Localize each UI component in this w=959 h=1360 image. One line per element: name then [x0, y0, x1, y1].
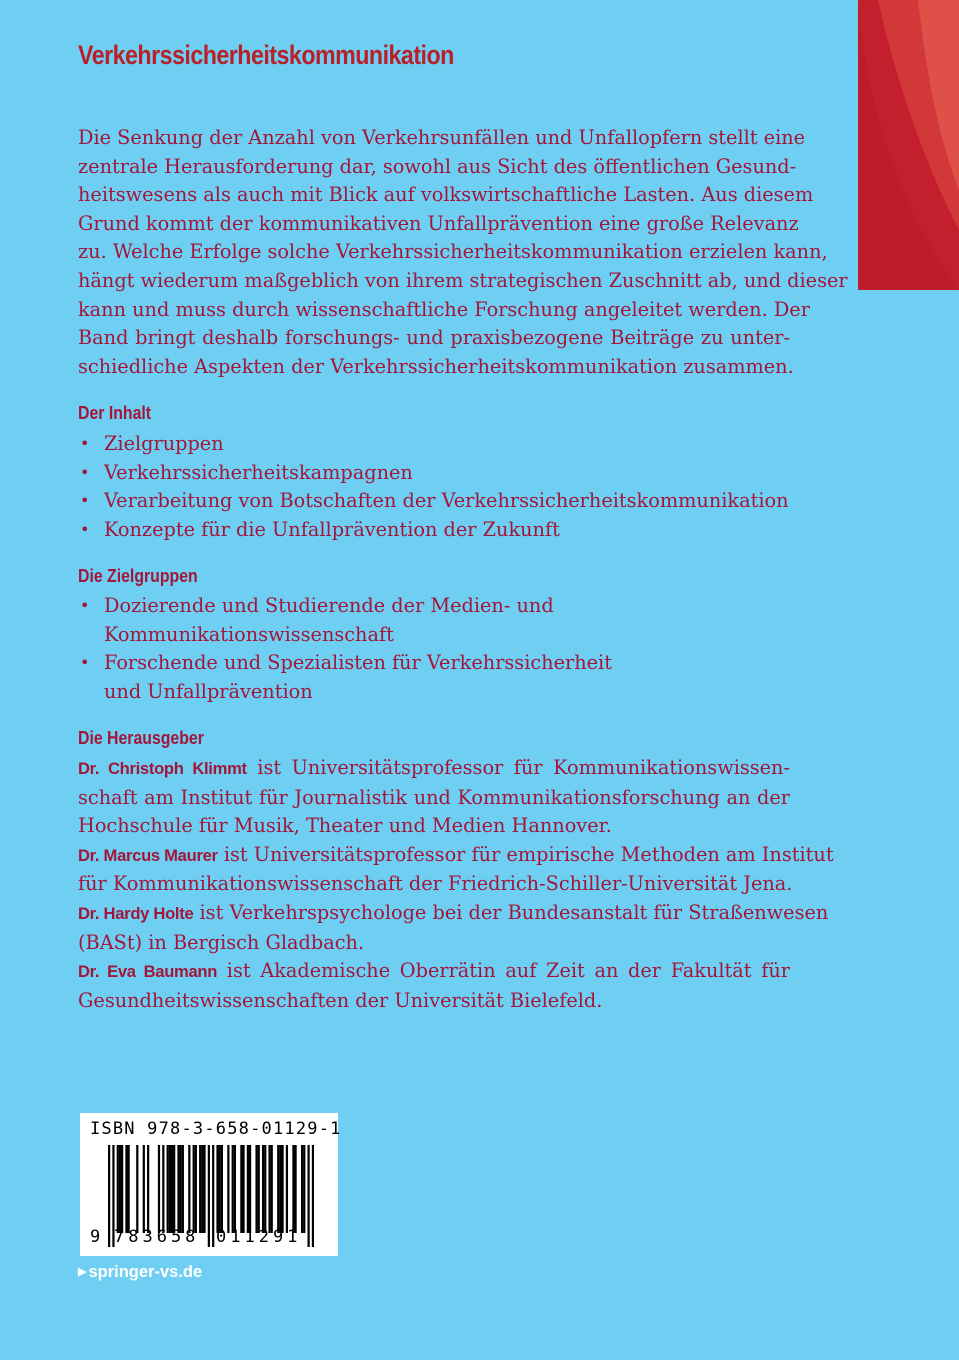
list-item: • Konzepte für die Unfallprävention der Zukunft: [78, 516, 798, 545]
list-item: • Verkehrssicherheitskampagnen: [78, 459, 798, 488]
barcode-bar: [242, 1145, 244, 1233]
barcode-bar: [128, 1145, 130, 1233]
barcode-bar: [108, 1145, 110, 1247]
barcode-bar: [286, 1145, 288, 1233]
barcode-bar: [119, 1145, 121, 1233]
editor-entry: Dr. Marcus Maurer ist Universitätsprofessor für empirische Methoden am Institut für Kommunikationswissenschaft der Friedrich-Schiller-Universität Jena.: [78, 842, 834, 896]
intro-line: heitswesens als auch mit Blick auf volkswirtschaftliche Lasten. Aus diesem: [78, 183, 814, 207]
barcode-bar: [262, 1145, 264, 1233]
barcode-bar: [255, 1145, 257, 1233]
herausgeber-list: [78, 754, 834, 1015]
intro-line: zu. Welche Erfolge solche Verkehrssicherheitskommunikation erzielen kann,: [78, 240, 828, 264]
barcode-bar: [240, 1145, 242, 1233]
intro-line: hängt wiederum maßgeblich von ihrem strategischen Zuschnitt ab, und dieser: [78, 268, 848, 292]
barcode-bar: [173, 1145, 175, 1233]
zielgruppen-list: [78, 592, 798, 706]
book-title: Verkehrssicherheitskommunikation: [78, 40, 454, 70]
barcode-bar: [258, 1145, 260, 1233]
list-item: • Forschende und Spezialisten für Verkehrssicherheit und Unfallprävention: [80, 651, 612, 703]
triangle-right-icon: ▶: [78, 1266, 87, 1278]
barcode-bar: [182, 1145, 184, 1233]
editor-name: Dr. Hardy Holte: [78, 903, 194, 923]
editor-entry: Dr. Eva Baumann ist Akademische Oberrätin auf Zeit an der Fakultät für Gesundheitswissenschaften der Universität Bielefeld.: [78, 959, 790, 1012]
editor-entry: Dr. Christoph Klimmt ist Universitätsprofessor für Kommunikationswissen- schaft am Institut für Journalistik und Kommunikationsforschung an der Hochschule für Musik, Theater und Medien Hannover.: [78, 756, 790, 838]
barcode-bar: [271, 1145, 273, 1233]
herausgeber-heading: Die Herausgeber: [78, 728, 204, 748]
barcode-bar: [208, 1145, 210, 1247]
list-item: • Dozierende und Studierende der Medien- und Kommunikationswissenschaft: [80, 594, 554, 646]
bullet-icon: •: [80, 519, 90, 539]
ean-left-digits: 783658: [114, 1227, 200, 1247]
barcode-bar: [219, 1145, 221, 1233]
barcode-bar: [234, 1145, 236, 1233]
intro-line: schiedliche Aspekten der Verkehrssicherheitskommunikation zusammen.: [78, 354, 794, 378]
barcode-bar: [303, 1145, 305, 1233]
barcode-bar: [201, 1145, 203, 1233]
editor-name: Dr. Marcus Maurer: [78, 845, 218, 865]
barcode-bar: [167, 1145, 169, 1233]
barcode-bar: [121, 1145, 123, 1233]
barcode-bar: [216, 1145, 218, 1233]
editor-name: Dr. Christoph Klimmt: [78, 759, 247, 778]
barcode-bar: [292, 1145, 294, 1233]
isbn-barcode-box: [80, 1113, 342, 1256]
barcode-bar: [193, 1145, 195, 1233]
inhalt-heading: Der Inhalt: [78, 403, 152, 423]
barcode-bar: [143, 1145, 145, 1233]
intro-line: zentrale Herausforderung dar, sowohl aus Sicht des öffentlichen Gesund-: [78, 154, 797, 178]
barcode-bar: [247, 1145, 249, 1233]
barcode-bar: [264, 1145, 266, 1233]
intro-paragraph: [78, 124, 848, 381]
barcode-bar: [188, 1145, 190, 1233]
list-item: • Verarbeitung von Botschaften der Verkehrssicherheitskommunikation: [78, 487, 798, 516]
barcode-bar: [212, 1145, 214, 1247]
barcode-bar: [294, 1145, 296, 1233]
barcode-bar: [117, 1145, 119, 1233]
barcode-bar: [158, 1145, 160, 1233]
bullet-icon: •: [80, 462, 90, 482]
barcode-bar: [171, 1145, 173, 1233]
barcode-bar: [162, 1145, 164, 1233]
barcode-bar: [277, 1145, 279, 1233]
barcode-bar: [279, 1145, 281, 1233]
barcode-bar: [232, 1145, 234, 1233]
bullet-icon: •: [80, 596, 90, 615]
barcode-bar: [136, 1145, 138, 1233]
barcode-bar: [268, 1145, 270, 1233]
barcode-bar: [227, 1145, 229, 1233]
barcode-bar: [125, 1145, 127, 1233]
list-item: • Zielgruppen: [78, 430, 798, 459]
barcode-bar: [249, 1145, 251, 1233]
barcode-bar: [147, 1145, 149, 1233]
barcode-bar: [307, 1145, 309, 1247]
website-label: springer-vs.de: [88, 1263, 203, 1281]
barcode-bar: [312, 1145, 314, 1247]
barcode-bar: [195, 1145, 197, 1233]
barcode-bar: [169, 1145, 171, 1233]
bullet-icon: •: [80, 434, 90, 453]
barcode-bar: [177, 1145, 179, 1233]
intro-line: Grund kommt der kommunikativen Unfallprävention eine große Relevanz: [78, 211, 799, 235]
barcode-bar: [199, 1145, 201, 1233]
isbn-label: ISBN 978-3-658-01129-1: [90, 1119, 342, 1139]
intro-line: kann und muss durch wissenschaftliche Forschung angeleitet werden. Der: [78, 297, 810, 321]
barcode-bar: [203, 1145, 205, 1233]
intro-line: Band bringt deshalb forschungs- und praxisbezogene Beiträge zu unter-: [78, 326, 790, 350]
barcode-bar: [221, 1145, 223, 1233]
bullet-icon: •: [80, 653, 90, 673]
corner-decoration: [858, 0, 959, 290]
barcode-bar: [180, 1145, 182, 1233]
ean-first-digit: 9: [90, 1227, 101, 1247]
zielgruppen-heading: Die Zielgruppen: [78, 566, 198, 586]
intro-line: Die Senkung der Anzahl von Verkehrsunfällen und Unfallopfern stellt eine: [78, 126, 806, 149]
inhalt-list: [78, 430, 798, 544]
editor-entry: Dr. Hardy Holte ist Verkehrspsychologe bei der Bundesanstalt für Straßenwesen (BASt) in Bergisch Gladbach.: [78, 900, 829, 954]
barcode-bar: [301, 1145, 303, 1233]
editor-name: Dr. Eva Baumann: [78, 962, 218, 982]
bullet-icon: •: [80, 491, 90, 511]
barcode-bar: [281, 1145, 283, 1233]
ean-right-digits: 011291: [216, 1227, 302, 1247]
website-link[interactable]: [78, 1263, 202, 1282]
